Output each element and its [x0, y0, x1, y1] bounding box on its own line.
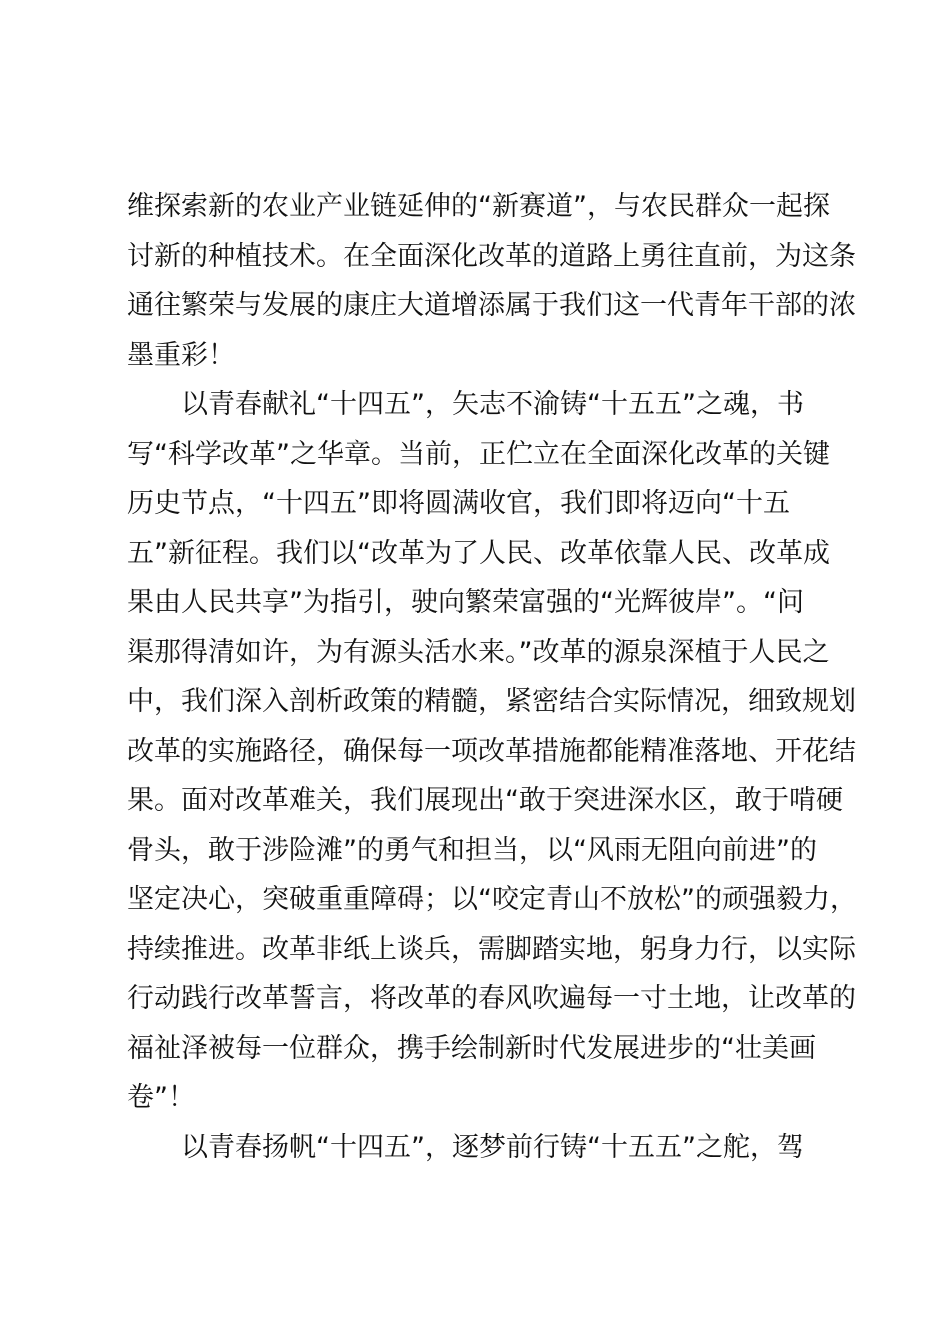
text-line: 行动践行改革誓言，将改革的春风吹遍每一寸土地，让改革的 — [127, 983, 856, 1014]
text-line: 五”新征程。我们以“改革为了人民、改革依靠人民、改革成 — [127, 537, 830, 569]
text-line: 历史节点，“十四五”即将圆满收官，我们即将迈向“十五 — [127, 488, 790, 519]
text-line: 持续推进。改革非纸上谈兵，需脚踏实地，躬身力行，以实际 — [127, 933, 856, 965]
text-line: 渠那得清如许，为有源头活水来。”改革的源泉深植于人民之 — [127, 636, 830, 668]
text-line: 维探索新的农业产业链延伸的“新赛道”，与农民群众一起探 — [127, 191, 830, 222]
text-line: 讨新的种植技术。在全面深化改革的道路上勇往直前，为这条 — [127, 240, 856, 272]
text-line: 通往繁荣与发展的康庄大道增添属于我们这一代青年干部的浓 — [127, 290, 856, 321]
text-line: 卷”！ — [127, 1082, 195, 1113]
paragraph-first-line: 以青春献礼“十四五”，矢志不渝铸“十五五”之魂，书 — [181, 389, 804, 420]
text-line: 坚定决心，突破重重障碍；以“咬定青山不放松”的顽强毅力， — [127, 884, 857, 915]
text-line: 中，我们深入剖析政策的精髓，紧密结合实际情况，细致规划 — [127, 686, 856, 717]
text-line: 骨头，敢于涉险滩”的勇气和担当，以“风雨无阻向前进”的 — [127, 834, 817, 866]
text-line: 墨重彩！ — [127, 339, 235, 371]
paragraph-first-line: 以青春扬帆“十四五”，逐梦前行铸“十五五”之舵，驾 — [181, 1131, 804, 1163]
text-line: 福祉泽被每一位群众，携手绘制新时代发展进步的“壮美画 — [127, 1032, 816, 1064]
text-line: 果。面对改革难关，我们展现出“敢于突进深水区，敢于啃硬 — [127, 785, 843, 816]
text-line: 改革的实施路径，确保每一项改革措施都能精准落地、开花结 — [127, 735, 856, 767]
text-line: 果由人民共享”为指引，驶向繁荣富强的“光辉彼岸”。“问 — [127, 587, 804, 618]
document-body — [127, 182, 857, 1172]
text-line: 写“科学改革”之华章。当前，正伫立在全面深化改革的关键 — [127, 438, 830, 470]
